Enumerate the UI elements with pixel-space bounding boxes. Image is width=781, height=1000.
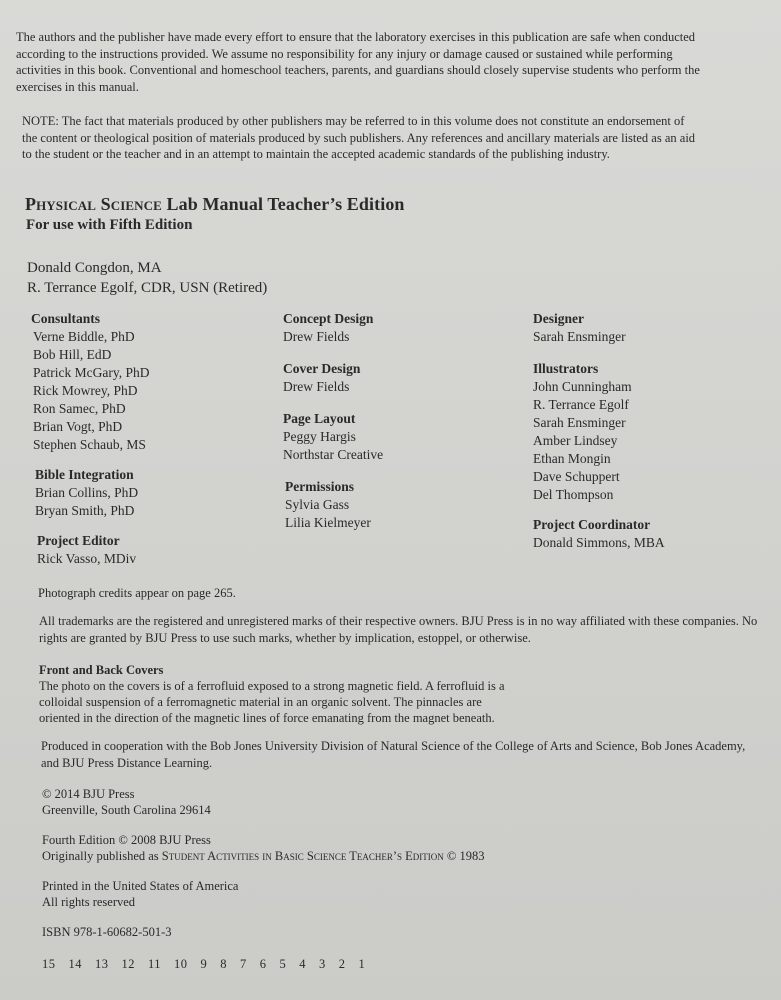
printing-number: 11 — [148, 957, 162, 971]
cooperation-paragraph: Produced in cooperation with the Bob Jones University Division of Natural Science of the College of Arts and Science, Bob Jones Academy, and BJU Press Distance Learning. — [41, 739, 746, 770]
book-title-rest: Lab Manual Teacher’s Edition — [161, 194, 405, 214]
bible-integration-heading: Bible Integration — [35, 467, 134, 482]
printing-number: 1 — [358, 957, 366, 971]
concept-design-heading: Concept Design — [283, 311, 374, 326]
consultant-name: Ron Samec, PhD — [33, 401, 126, 416]
author-name: Donald Congdon, MA — [27, 260, 162, 276]
covers-section — [39, 662, 759, 726]
designer-heading: Designer — [533, 311, 584, 326]
edition-block — [42, 832, 485, 864]
credits-column-1 — [31, 310, 149, 568]
book-title — [25, 194, 405, 215]
covers-line: The photo on the covers is of a ferrofluid exposed to a strong magnetic field. A ferrofluid is a — [39, 679, 505, 693]
project-coordinator-name: Donald Simmons, MBA — [533, 535, 665, 550]
consultant-name: Patrick McGary, PhD — [33, 365, 150, 380]
cover-design-heading: Cover Design — [283, 361, 361, 376]
book-title-series: Physical Science — [25, 194, 162, 214]
covers-heading: Front and Back Covers — [39, 663, 164, 677]
printing-number: 7 — [240, 957, 247, 971]
printed-line: Printed in the United States of America — [42, 879, 239, 893]
covers-line: colloidal suspension of a ferromagnetic material in an organic solvent. The pinnacles are — [39, 695, 482, 709]
illustrator-name: R. Terrance Egolf — [533, 397, 629, 412]
isbn: ISBN 978-1-60682-501-3 — [42, 925, 172, 939]
consultant-name: Rick Mowrey, PhD — [33, 383, 138, 398]
printing-number: 3 — [319, 957, 326, 971]
printing-number-line — [42, 957, 378, 972]
illustrator-name: Ethan Mongin — [533, 451, 611, 466]
project-editor-name: Rick Vasso, MDiv — [37, 551, 137, 566]
permissions-name: Lilia Kielmeyer — [285, 515, 371, 530]
trademarks-paragraph: All trademarks are the registered and unregistered marks of their respective owners. BJU Press is in no way affiliated with these companies. No rights are granted by BJU Press to use such marks, whether by implication, estoppel, or otherwise. — [39, 614, 758, 645]
copyright-line: © 2014 BJU Press — [42, 787, 135, 801]
original-publication-line: Originally published as Student Activities in Basic Science Teacher’s Edition © 1983 — [42, 849, 485, 863]
rights-line: All rights reserved — [42, 895, 136, 909]
printing-number: 4 — [299, 957, 307, 971]
covers-line: oriented in the direction of the magnetic lines of force emanating from the magnet beneath. — [39, 711, 495, 725]
disclaimer-paragraph: The authors and the publisher have made every effort to ensure that the laboratory exercises in this publication are safe when conducted according to the instructions provided. We assume no responsibility for any injury or damage caused or sustained while performing activities in this book. Conventional and homeschool teachers, parents, and guardians should closely supervise students who perform the exercises in this manual. — [16, 30, 700, 94]
printing-number: 10 — [174, 957, 188, 971]
project-editor-heading: Project Editor — [37, 533, 120, 548]
copyright-address: Greenville, South Carolina 29614 — [42, 803, 211, 817]
bible-integration-name: Brian Collins, PhD — [35, 485, 139, 500]
consultants-heading: Consultants — [31, 311, 101, 326]
printing-number: 9 — [200, 957, 208, 971]
author-name: R. Terrance Egolf, CDR, USN (Retired) — [27, 280, 268, 296]
photo-credits: Photograph credits appear on page 265. — [38, 586, 236, 600]
consultant-name: Stephen Schaub, MS — [33, 437, 146, 452]
printed-block — [42, 878, 238, 910]
illustrator-name: Amber Lindsey — [533, 433, 618, 448]
author-list — [27, 258, 267, 298]
credits-column-3 — [533, 310, 665, 552]
page-layout-name: Northstar Creative — [283, 447, 384, 462]
page-layout-name: Peggy Hargis — [283, 429, 356, 444]
printing-number: 14 — [68, 957, 82, 971]
illustrator-name: Sarah Ensminger — [533, 415, 626, 430]
designer-name: Sarah Ensminger — [533, 329, 626, 344]
permissions-heading: Permissions — [285, 479, 354, 494]
fourth-edition-line: Fourth Edition © 2008 BJU Press — [42, 833, 211, 847]
consultant-name: Verne Biddle, PhD — [33, 329, 135, 344]
printing-number: 15 — [42, 957, 56, 971]
project-coordinator-heading: Project Coordinator — [533, 517, 651, 532]
page-layout-heading: Page Layout — [283, 411, 356, 426]
permissions-name: Sylvia Gass — [285, 497, 350, 512]
illustrator-name: John Cunningham — [533, 379, 632, 394]
consultant-name: Bob Hill, EdD — [33, 347, 112, 362]
printing-number: 2 — [338, 957, 346, 971]
cover-design-name: Drew Fields — [283, 379, 350, 394]
book-subtitle: For use with Fifth Edition — [26, 217, 193, 233]
illustrator-name: Del Thompson — [533, 487, 614, 502]
consultant-name: Brian Vogt, PhD — [33, 419, 123, 434]
credits-column-2 — [283, 310, 383, 532]
concept-design-name: Drew Fields — [283, 329, 350, 344]
illustrators-heading: Illustrators — [533, 361, 599, 376]
printing-number: 8 — [220, 957, 228, 971]
printing-number: 12 — [121, 957, 135, 971]
illustrator-name: Dave Schuppert — [533, 469, 620, 484]
printing-number: 5 — [279, 957, 287, 971]
printing-number: 6 — [259, 957, 267, 971]
copyright-block — [42, 786, 211, 818]
note-paragraph: NOTE: The fact that materials produced by other publishers may be referred to in this volume does not constitute an endorsement of the content or theological position of materials produced by such publishers. Any references and ancillary materials are listed as an aid to the student or the teacher and in an attempt to maintain the accepted academic standards of the publishing industry. — [22, 114, 696, 161]
printing-number: 13 — [95, 957, 109, 971]
bible-integration-name: Bryan Smith, PhD — [35, 503, 135, 518]
